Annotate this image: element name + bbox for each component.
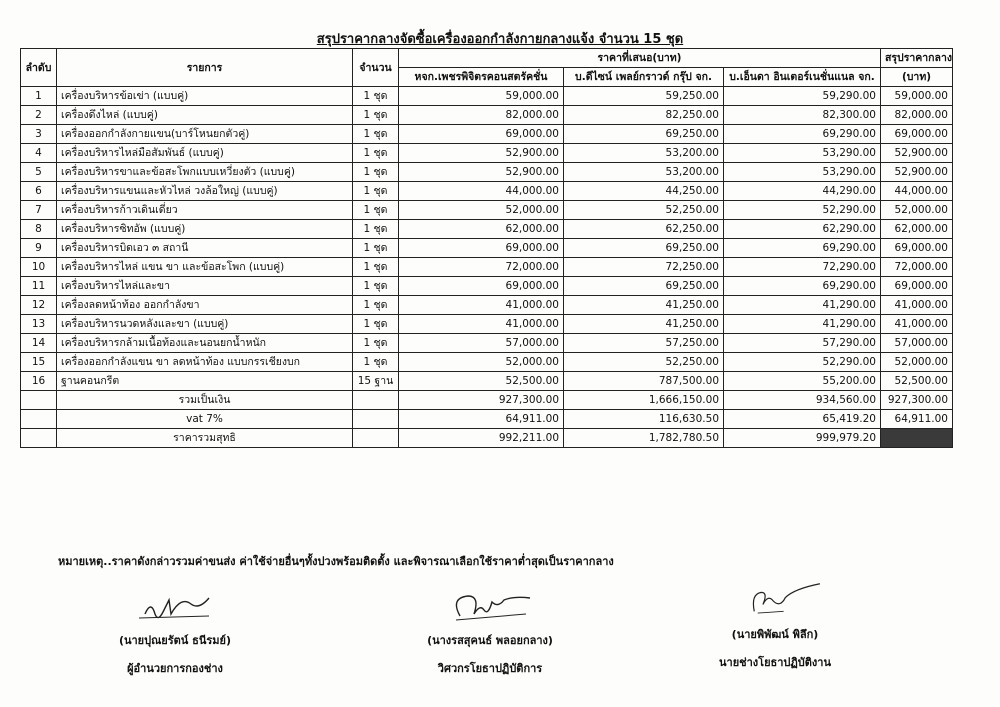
totals-vendor-3: 934,560.00: [724, 391, 881, 410]
table-row: [21, 353, 953, 372]
row-median-price: 52,000.00: [881, 201, 953, 220]
row-quantity: 1 ชุด: [353, 258, 399, 277]
totals-median: 927,300.00: [881, 391, 953, 410]
totals-median: [881, 429, 953, 448]
row-price-vendor-1: 52,900.00: [399, 144, 564, 163]
row-quantity: 1 ชุด: [353, 296, 399, 315]
row-price-vendor-3: 53,290.00: [724, 144, 881, 163]
header-qty: จำนวน: [353, 49, 399, 87]
row-quantity: 1 ชุด: [353, 239, 399, 258]
row-item-name: เครื่องดึงไหล่ (แบบคู่): [57, 106, 353, 125]
remark-note: หมายเหตุ..ราคาดังกล่าวรวมค่าขนส่ง ค่าใช้จ่ายอื่นๆทั้งปวงพร้อมติดตั้ง และพิจารณาเลือกใช้ราคาต่ำสุดเป็นราคากลาง: [58, 555, 614, 568]
totals-row: [21, 410, 953, 429]
row-price-vendor-3: 41,290.00: [724, 296, 881, 315]
row-price-vendor-3: 72,290.00: [724, 258, 881, 277]
totals-blank-cell: [353, 391, 399, 410]
header-median: สรุปราคากลาง: [881, 49, 953, 68]
row-price-vendor-1: 69,000.00: [399, 125, 564, 144]
row-price-vendor-1: 52,000.00: [399, 353, 564, 372]
row-item-name: เครื่องบริหารไหล่และขา: [57, 277, 353, 296]
row-price-vendor-2: 787,500.00: [564, 372, 724, 391]
row-median-price: 52,900.00: [881, 144, 953, 163]
totals-blank-cell: [21, 391, 57, 410]
signer-position-1: ผู้อำนวยการกองช่าง: [127, 662, 223, 675]
header-item: รายการ: [57, 49, 353, 87]
table-row: [21, 334, 953, 353]
row-price-vendor-2: 62,250.00: [564, 220, 724, 239]
table-row: [21, 144, 953, 163]
row-number: 4: [21, 144, 57, 163]
signer-position-2: วิศวกรโยธาปฏิบัติการ: [437, 662, 543, 675]
document-title: สรุปราคากลางจัดซื้อเครื่องออกกำลังกายกลางแจ้ง จำนวน 15 ชุด: [316, 32, 684, 47]
signer-name-3: (นายพิพัฒน์ พิลึก): [731, 628, 819, 641]
signature-block-2: [400, 588, 580, 677]
totals-blank-cell: [21, 410, 57, 429]
table-row: [21, 277, 953, 296]
row-price-vendor-3: 69,290.00: [724, 277, 881, 296]
table-row: [21, 106, 953, 125]
row-price-vendor-1: 52,900.00: [399, 163, 564, 182]
row-item-name: เครื่องออกกำลังกายแขน(บาร์โหนยกตัวคู่): [57, 125, 353, 144]
row-number: 11: [21, 277, 57, 296]
row-price-vendor-3: 44,290.00: [724, 182, 881, 201]
row-quantity: 1 ชุด: [353, 125, 399, 144]
row-price-vendor-2: 69,250.00: [564, 277, 724, 296]
row-item-name: เครื่องบริหารซิทอัพ (แบบคู่): [57, 220, 353, 239]
table-row: [21, 258, 953, 277]
row-quantity: 1 ชุด: [353, 87, 399, 106]
totals-row: [21, 391, 953, 410]
row-item-name: เครื่องบริหารไหล่มือสัมพันธ์ (แบบคู่): [57, 144, 353, 163]
row-number: 9: [21, 239, 57, 258]
totals-vendor-2: 1,782,780.50: [564, 429, 724, 448]
row-number: 15: [21, 353, 57, 372]
signature-scribble-3: [705, 582, 845, 620]
row-price-vendor-3: 82,300.00: [724, 106, 881, 125]
totals-label: ราคารวมสุทธิ: [57, 429, 353, 448]
row-price-vendor-3: 52,290.00: [724, 201, 881, 220]
row-quantity: 1 ชุด: [353, 106, 399, 125]
header-seq: ลำดับ: [21, 49, 57, 87]
row-item-name: เครื่องบริหารก้าวเดินเดี่ยว: [57, 201, 353, 220]
row-price-vendor-3: 69,290.00: [724, 125, 881, 144]
row-price-vendor-2: 44,250.00: [564, 182, 724, 201]
row-price-vendor-1: 59,000.00: [399, 87, 564, 106]
totals-vendor-2: 1,666,150.00: [564, 391, 724, 410]
row-number: 7: [21, 201, 57, 220]
header-vendor-3: บ.เอ็นดา อินเตอร์เนชั่นแนล จก.: [724, 68, 881, 87]
row-number: 13: [21, 315, 57, 334]
row-price-vendor-2: 41,250.00: [564, 315, 724, 334]
row-price-vendor-3: 41,290.00: [724, 315, 881, 334]
row-price-vendor-2: 69,250.00: [564, 239, 724, 258]
row-price-vendor-1: 41,000.00: [399, 315, 564, 334]
row-median-price: 41,000.00: [881, 315, 953, 334]
row-price-vendor-2: 59,250.00: [564, 87, 724, 106]
totals-vendor-3: 999,979.20: [724, 429, 881, 448]
row-quantity: 1 ชุด: [353, 201, 399, 220]
row-price-vendor-1: 69,000.00: [399, 277, 564, 296]
row-number: 2: [21, 106, 57, 125]
row-number: 12: [21, 296, 57, 315]
header-median-unit: (บาท): [881, 68, 953, 87]
row-price-vendor-1: 72,000.00: [399, 258, 564, 277]
table-row: [21, 182, 953, 201]
row-median-price: 52,000.00: [881, 353, 953, 372]
table-row: [21, 201, 953, 220]
row-price-vendor-3: 55,200.00: [724, 372, 881, 391]
row-number: 14: [21, 334, 57, 353]
row-quantity: 1 ชุด: [353, 182, 399, 201]
row-price-vendor-2: 53,200.00: [564, 163, 724, 182]
row-price-vendor-2: 41,250.00: [564, 296, 724, 315]
totals-vendor-2: 116,630.50: [564, 410, 724, 429]
row-item-name: เครื่องบริหารขาและข้อสะโพกแบบเหวี่ยงตัว (แบบคู่): [57, 163, 353, 182]
price-table-body: [21, 87, 953, 448]
table-row: [21, 163, 953, 182]
row-price-vendor-3: 57,290.00: [724, 334, 881, 353]
row-median-price: 57,000.00: [881, 334, 953, 353]
row-price-vendor-1: 44,000.00: [399, 182, 564, 201]
header-vendor-2: บ.ดีไซน์ เพลย์กราวด์ กรุ๊ป จก.: [564, 68, 724, 87]
row-number: 8: [21, 220, 57, 239]
row-price-vendor-2: 57,250.00: [564, 334, 724, 353]
row-price-vendor-3: 62,290.00: [724, 220, 881, 239]
totals-blank-cell: [353, 410, 399, 429]
table-row: [21, 220, 953, 239]
row-price-vendor-1: 52,000.00: [399, 201, 564, 220]
totals-vendor-1: 64,911.00: [399, 410, 564, 429]
row-item-name: เครื่องบริหารไหล่ แขน ขา และข้อสะโพก (แบบคู่): [57, 258, 353, 277]
row-price-vendor-1: 41,000.00: [399, 296, 564, 315]
signer-name-2: (นางรสสุคนธ์ พลอยกลาง): [427, 634, 553, 647]
row-median-price: 41,000.00: [881, 296, 953, 315]
row-quantity: 1 ชุด: [353, 334, 399, 353]
totals-blank-cell: [21, 429, 57, 448]
row-quantity: 1 ชุด: [353, 220, 399, 239]
table-row: [21, 372, 953, 391]
row-price-vendor-1: 82,000.00: [399, 106, 564, 125]
signature-block-3: [690, 582, 860, 671]
signature-block-1: [95, 588, 255, 677]
row-price-vendor-3: 52,290.00: [724, 353, 881, 372]
row-median-price: 59,000.00: [881, 87, 953, 106]
row-number: 6: [21, 182, 57, 201]
row-number: 5: [21, 163, 57, 182]
row-price-vendor-3: 59,290.00: [724, 87, 881, 106]
row-item-name: เครื่องออกกำลังแขน ขา ลดหน้าท้อง แบบกรรเชียงบก: [57, 353, 353, 372]
totals-label: vat 7%: [57, 410, 353, 429]
row-quantity: 1 ชุด: [353, 315, 399, 334]
row-median-price: 69,000.00: [881, 277, 953, 296]
row-number: 16: [21, 372, 57, 391]
row-item-name: เครื่องบริหารกล้ามเนื้อท้องและนอนยกน้ำหนัก: [57, 334, 353, 353]
row-item-name: เครื่องบริหารข้อเข่า (แบบคู่): [57, 87, 353, 106]
row-price-vendor-2: 53,200.00: [564, 144, 724, 163]
row-median-price: 44,000.00: [881, 182, 953, 201]
signer-name-1: (นายปุณยรัตน์ ธนีรมย์): [118, 634, 232, 647]
row-item-name: เครื่องบริหารนวดหลังและขา (แบบคู่): [57, 315, 353, 334]
row-item-name: เครื่องบริหารบิดเอว ๓ สถานี: [57, 239, 353, 258]
row-quantity: 1 ชุด: [353, 277, 399, 296]
row-price-vendor-1: 69,000.00: [399, 239, 564, 258]
totals-row: [21, 429, 953, 448]
header-offer-group: ราคาที่เสนอ(บาท): [399, 49, 881, 68]
signer-position-3: นายช่างโยธาปฏิบัติงาน: [719, 656, 831, 669]
row-number: 3: [21, 125, 57, 144]
row-item-name: ฐานคอนกรีต: [57, 372, 353, 391]
row-quantity: 1 ชุด: [353, 144, 399, 163]
row-item-name: เครื่องลดหน้าท้อง ออกกำลังขา: [57, 296, 353, 315]
row-median-price: 52,500.00: [881, 372, 953, 391]
row-price-vendor-2: 69,250.00: [564, 125, 724, 144]
totals-vendor-1: 992,211.00: [399, 429, 564, 448]
row-price-vendor-2: 52,250.00: [564, 201, 724, 220]
row-quantity: 1 ชุด: [353, 163, 399, 182]
row-median-price: 69,000.00: [881, 125, 953, 144]
row-item-name: เครื่องบริหารแขนและหัวไหล่ วงล้อใหญ่ (แบบคู่): [57, 182, 353, 201]
row-price-vendor-2: 72,250.00: [564, 258, 724, 277]
row-number: 1: [21, 87, 57, 106]
table-row: [21, 315, 953, 334]
row-price-vendor-3: 69,290.00: [724, 239, 881, 258]
price-table: [20, 48, 953, 448]
row-median-price: 69,000.00: [881, 239, 953, 258]
row-price-vendor-1: 57,000.00: [399, 334, 564, 353]
row-median-price: 72,000.00: [881, 258, 953, 277]
table-row: [21, 125, 953, 144]
totals-vendor-3: 65,419.20: [724, 410, 881, 429]
row-price-vendor-3: 53,290.00: [724, 163, 881, 182]
row-median-price: 52,900.00: [881, 163, 953, 182]
header-vendor-1: หจก.เพชรพิจิตรคอนสตรัคชั่น: [399, 68, 564, 87]
row-price-vendor-1: 52,500.00: [399, 372, 564, 391]
totals-blank-cell: [353, 429, 399, 448]
row-quantity: 15 ฐาน: [353, 372, 399, 391]
row-price-vendor-1: 62,000.00: [399, 220, 564, 239]
signature-scribble-1: [115, 588, 235, 626]
row-price-vendor-2: 52,250.00: [564, 353, 724, 372]
row-quantity: 1 ชุด: [353, 353, 399, 372]
row-price-vendor-2: 82,250.00: [564, 106, 724, 125]
table-row: [21, 296, 953, 315]
totals-vendor-1: 927,300.00: [399, 391, 564, 410]
signature-scribble-2: [420, 588, 560, 626]
totals-median: 64,911.00: [881, 410, 953, 429]
table-row: [21, 239, 953, 258]
table-row: [21, 87, 953, 106]
row-median-price: 82,000.00: [881, 106, 953, 125]
totals-label: รวมเป็นเงิน: [57, 391, 353, 410]
row-median-price: 62,000.00: [881, 220, 953, 239]
row-number: 10: [21, 258, 57, 277]
